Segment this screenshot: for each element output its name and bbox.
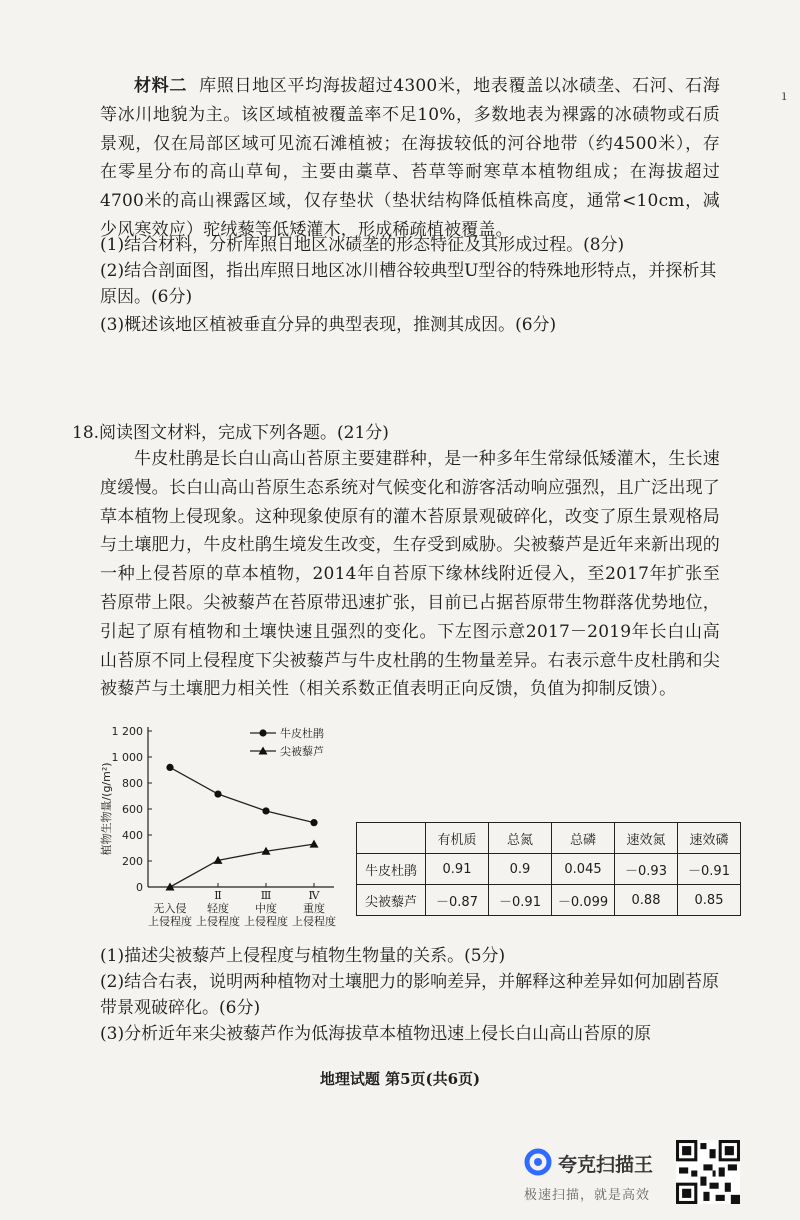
biomass-line-chart xyxy=(100,715,350,930)
page-footer: 地理试题 第5页(共6页) xyxy=(319,1070,481,1088)
page-edge-mark: ı xyxy=(782,88,787,104)
table-cell: 尖被藜芦 xyxy=(357,885,426,916)
x-tick-roman: Ⅱ xyxy=(214,889,222,902)
legend-label: 尖被藜芦 xyxy=(280,745,324,758)
table-header-cell: 总磷 xyxy=(552,823,615,854)
y-tick-label: 800 xyxy=(122,777,143,790)
q17-part2: (2)结合剖面图，指出库照日地区冰川槽谷较典型U型谷的特殊地形特点，并探析其原因。(6分) xyxy=(100,261,717,307)
chart-series-lines xyxy=(166,764,319,891)
table-row xyxy=(357,854,741,885)
material-two-label: 材料二 xyxy=(134,76,187,96)
q18-title: 18.阅读图文材料，完成下列各题。(21分) xyxy=(72,423,389,443)
material-two-paragraph xyxy=(100,72,720,245)
table-cell: －0.91 xyxy=(678,854,741,885)
x-tick-label: 中度 xyxy=(255,902,277,915)
chart-y-tick-labels xyxy=(112,725,144,894)
data-point-circle xyxy=(310,819,317,826)
y-tick-label: 1 200 xyxy=(111,725,143,738)
x-tick-label-sub: 上侵程度 xyxy=(292,915,336,928)
table-cell: 0.9 xyxy=(489,854,552,885)
data-point-circle xyxy=(262,807,269,814)
series-line-1 xyxy=(170,767,314,822)
y-tick-label: 1 000 xyxy=(111,751,143,764)
chart-y-axis-label: 植物生物量/(g/m²) xyxy=(100,762,113,856)
data-point-triangle xyxy=(310,840,319,848)
x-tick-label-sub: 上侵程度 xyxy=(244,915,288,928)
chart-legend xyxy=(250,726,324,758)
table-header-cell xyxy=(357,823,426,854)
scanner-slogan: 极速扫描，就是高效 xyxy=(524,1188,651,1203)
x-tick-label: 重度 xyxy=(303,902,325,915)
table-cell: 牛皮杜鹃 xyxy=(357,854,426,885)
series-line-2 xyxy=(170,844,314,887)
y-tick-label: 600 xyxy=(122,803,143,816)
q17-part3: (3)概述该地区植被垂直分异的典型表现，推测其成因。(6分) xyxy=(100,315,557,335)
table-cell: 0.045 xyxy=(552,854,615,885)
q18-part2: (2)结合右表，说明两种植物对土壤肥力的影响差异，并解释这种差异如何加剧苔原带景观破碎化。(6分) xyxy=(100,972,720,1018)
table-header-cell: 总氮 xyxy=(489,823,552,854)
data-point-circle xyxy=(214,790,221,797)
data-point-circle xyxy=(166,764,173,771)
qr-code-icon xyxy=(676,1140,740,1204)
y-tick-label: 0 xyxy=(136,881,143,894)
legend-label: 牛皮杜鹃 xyxy=(280,727,324,740)
material-two-text: 库照日地区平均海拔超过4300米，地表覆盖以冰碛垄、石河、石海等冰川地貌为主。该区域植被覆盖率不足10%，多数地表为裸露的冰碛物或石质景观，仅在局部区域可见流石滩植被；在海拔较低的河谷地带（约4500米），存在零星分布的高山草甸，主要由藁草、苔草等耐寒草本植物组成；在海拔超过4700米的高山裸露区域，仅存垫状（垫状结构降低植株高度，通常<10cm，减少风寒效应）驼绒藜等低矮灌木，形成稀疏植被覆盖。 xyxy=(100,76,720,240)
table-cell: 0.85 xyxy=(678,885,741,916)
table-cell: －0.91 xyxy=(489,885,552,916)
table-header-cell: 速效氮 xyxy=(615,823,678,854)
table-cell: 0.88 xyxy=(615,885,678,916)
scanner-name: 夸克扫描王 xyxy=(558,1154,654,1176)
table-cell: －0.93 xyxy=(615,854,678,885)
q18-part3: (3)分析近年来尖被藜芦作为低海拔草本植物迅速上侵长白山高山苔原的原 xyxy=(100,1024,652,1044)
q17-part1: (1)结合材料，分析库照日地区冰碛垄的形态特征及其形成过程。(8分) xyxy=(100,235,625,255)
q18-part1: (1)描述尖被藜芦上侵程度与植物生物量的关系。(5分) xyxy=(100,946,506,966)
y-tick-label: 200 xyxy=(122,855,143,868)
table-header-cell: 速效磷 xyxy=(678,823,741,854)
x-tick-label-sub: 上侵程度 xyxy=(148,915,192,928)
y-tick-label: 400 xyxy=(122,829,143,842)
table-row xyxy=(357,885,741,916)
table-header-cell: 有机质 xyxy=(426,823,489,854)
table-cell: 0.91 xyxy=(426,854,489,885)
x-tick-roman: Ⅳ xyxy=(308,889,320,902)
chart-x-tick-labels xyxy=(148,889,336,928)
scanner-logo-icon xyxy=(524,1148,552,1176)
q18-material: 牛皮杜鹃是长白山高山苔原主要建群种，是一种多年生常绿低矮灌木，生长速度缓慢。长白山高山苔原生态系统对气候变化和游客活动响应强烈，且广泛出现了草本植物上侵现象。这种现象使原有的灌木苔原景观破碎化，改变了原生景观格局与土壤肥力，牛皮杜鹃生境发生改变，生存受到威胁。尖被藜芦是近年来新出现的一种上侵苔原的草本植物，2014年自苔原下缘林线附近侵入，至2017年扩张至苔原带上限。尖被藜芦在苔原带迅速扩张，目前已占据苔原带生物群落优势地位，引起了原有植物和土壤快速且强烈的变化。下左图示意2017－2019年长白山高山苔原不同上侵程度下尖被藜芦与牛皮杜鹃的生物量差异。右表示意牛皮杜鹃和尖被藜芦与土壤肥力相关性（相关系数正值表明正向反馈，负值为抑制反馈）。 xyxy=(100,449,720,700)
soil-correlation-table xyxy=(356,822,741,916)
x-tick-roman: Ⅲ xyxy=(260,889,272,902)
x-tick-label-sub: 上侵程度 xyxy=(196,915,240,928)
table-cell: －0.87 xyxy=(426,885,489,916)
x-tick-label: 无入侵 xyxy=(153,902,187,915)
x-tick-label: 轻度 xyxy=(207,902,229,915)
table-cell: －0.099 xyxy=(552,885,615,916)
legend-marker-circle xyxy=(259,729,266,736)
table-header-row xyxy=(357,823,741,854)
